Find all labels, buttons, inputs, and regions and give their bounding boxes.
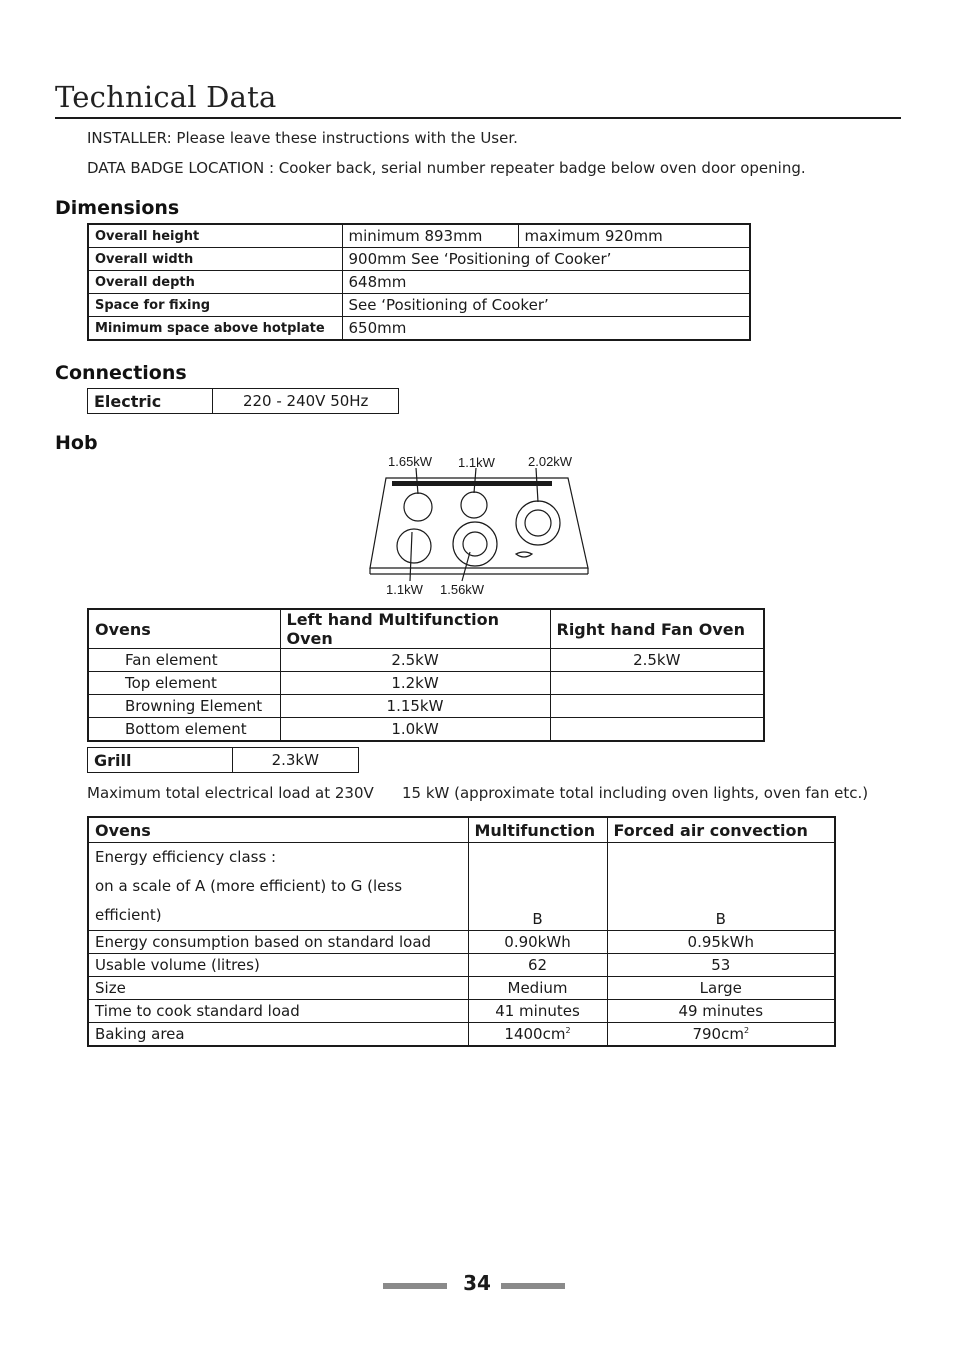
col-header: Multifunction: [468, 817, 607, 843]
electric-label: Electric: [88, 389, 213, 414]
indicator-light: [516, 552, 532, 557]
col-header: Ovens: [88, 817, 468, 843]
dim-label: Minimum space above hotplate: [88, 317, 342, 341]
dim-label: Overall width: [88, 248, 342, 271]
table-row: [88, 718, 764, 742]
grill-table: [87, 747, 359, 773]
table-row: [88, 649, 764, 672]
leader-line: [462, 552, 470, 581]
baking-label: Baking area: [88, 1023, 468, 1047]
table-row: [88, 294, 750, 317]
col-header: Ovens: [88, 609, 280, 649]
table-row: [88, 931, 835, 954]
element-name: Browning Element: [88, 695, 280, 718]
element-value: 1.2kW: [280, 672, 550, 695]
element-value: [550, 695, 764, 718]
energy-class-value: B: [607, 843, 835, 931]
row-value: 53: [607, 954, 835, 977]
table-row: [88, 389, 399, 414]
row-label: Time to cook standard load: [88, 1000, 468, 1023]
installer-note: INSTALLER: Please leave these instructions with the User.: [87, 129, 518, 147]
hob-heading: Hob: [55, 432, 98, 454]
row-value: Large: [607, 977, 835, 1000]
energy-class-value: B: [468, 843, 607, 931]
hotplate-1-56-inner: [463, 532, 487, 556]
row-label: Size: [88, 977, 468, 1000]
max-load-label: Maximum total electrical load at 230V: [87, 784, 374, 802]
row-value: 0.90kWh: [468, 931, 607, 954]
table-row: [88, 317, 750, 341]
row-label: Usable volume (litres): [88, 954, 468, 977]
row-value: 0.95kWh: [607, 931, 835, 954]
baking-value-text: 790cm: [692, 1025, 744, 1043]
hotplate-1-1-front: [397, 529, 431, 563]
dim-value: 648mm: [342, 271, 750, 294]
table-row: [88, 1000, 835, 1023]
row-label: Energy consumption based on standard load: [88, 931, 468, 954]
element-name: Bottom element: [88, 718, 280, 742]
dim-value: minimum 893mm: [342, 224, 518, 248]
row-value: Medium: [468, 977, 607, 1000]
row-value: 49 minutes: [607, 1000, 835, 1023]
hotplate-2-02-outer: [516, 501, 560, 545]
connections-heading: Connections: [55, 362, 187, 384]
badge-note: DATA BADGE LOCATION : Cooker back, serial number repeater badge below oven door opening.: [87, 159, 806, 177]
max-load-value: 15 kW (approximate total including oven lights, oven fan etc.): [402, 784, 869, 802]
element-value: [550, 718, 764, 742]
element-value: 1.0kW: [280, 718, 550, 742]
dimensions-table: [87, 223, 751, 341]
table-row: [88, 748, 359, 773]
dim-label: Overall height: [88, 224, 342, 248]
energy-class-cell: [88, 843, 468, 931]
energy-class-scale: on a scale of A (more efficient) to G (less efficient): [95, 877, 403, 924]
hotplate-2-02-inner: [525, 510, 551, 536]
dim-value-max: maximum 920mm: [518, 224, 750, 248]
col-header: Right hand Fan Oven: [550, 609, 764, 649]
table-row: [88, 224, 750, 248]
table-row: [88, 1023, 835, 1047]
hob-diagram: [360, 448, 600, 600]
element-value: 2.5kW: [280, 649, 550, 672]
element-value: 1.15kW: [280, 695, 550, 718]
electric-value: 220 - 240V 50Hz: [213, 389, 399, 414]
element-value: 2.5kW: [550, 649, 764, 672]
element-name: Top element: [88, 672, 280, 695]
hotplate-1-1-rear: [461, 492, 487, 518]
table-row: [88, 817, 835, 843]
hob-label-1-56: 1.56kW: [440, 582, 485, 597]
table-row: [88, 954, 835, 977]
table-row: [88, 672, 764, 695]
control-strip: [392, 481, 552, 486]
col-header: Left hand Multifunction Oven: [280, 609, 550, 649]
col-header: Forced air convection: [607, 817, 835, 843]
dim-value: See ‘Positioning of Cooker’: [342, 294, 750, 317]
leader-line: [474, 468, 476, 493]
ovens-table: [87, 608, 765, 742]
baking-value: [607, 1023, 835, 1047]
dim-label: Overall depth: [88, 271, 342, 294]
baking-value-text: 1400cm: [504, 1025, 566, 1043]
table-row: [88, 609, 764, 649]
dim-label: Space for fixing: [88, 294, 342, 317]
element-value: [550, 672, 764, 695]
hotplate-1-65: [404, 493, 432, 521]
table-row: [88, 695, 764, 718]
table-row: [88, 977, 835, 1000]
page-bar-right: [501, 1283, 565, 1289]
grill-value: 2.3kW: [232, 748, 358, 773]
hob-label-1-65: 1.65kW: [388, 454, 433, 469]
page-number: 34: [463, 1271, 491, 1295]
dim-value: 900mm See ‘Positioning of Cooker’: [342, 248, 750, 271]
unit-superscript: 2: [743, 1026, 750, 1035]
grill-label: Grill: [88, 748, 233, 773]
hob-label-1-1-rear: 1.1kW: [458, 455, 495, 470]
table-row: [88, 271, 750, 294]
row-value: 62: [468, 954, 607, 977]
energy-class-label: Energy efficiency class :: [95, 848, 277, 866]
table-row: [88, 843, 835, 931]
table-row: [88, 248, 750, 271]
hob-outline: [370, 478, 588, 568]
hotplate-1-56-outer: [453, 522, 497, 566]
unit-superscript: 2: [565, 1026, 571, 1035]
element-name: Fan element: [88, 649, 280, 672]
baking-value: [468, 1023, 607, 1047]
connections-table: [87, 388, 399, 414]
energy-table: [87, 816, 836, 1047]
title-rule: [55, 117, 901, 119]
row-value: 41 minutes: [468, 1000, 607, 1023]
dimensions-heading: Dimensions: [55, 197, 180, 219]
hob-label-1-1-front: 1.1kW: [386, 582, 423, 597]
dim-value: 650mm: [342, 317, 750, 341]
hob-label-2-02: 2.02kW: [528, 454, 573, 469]
page-title: Technical Data: [55, 80, 277, 114]
